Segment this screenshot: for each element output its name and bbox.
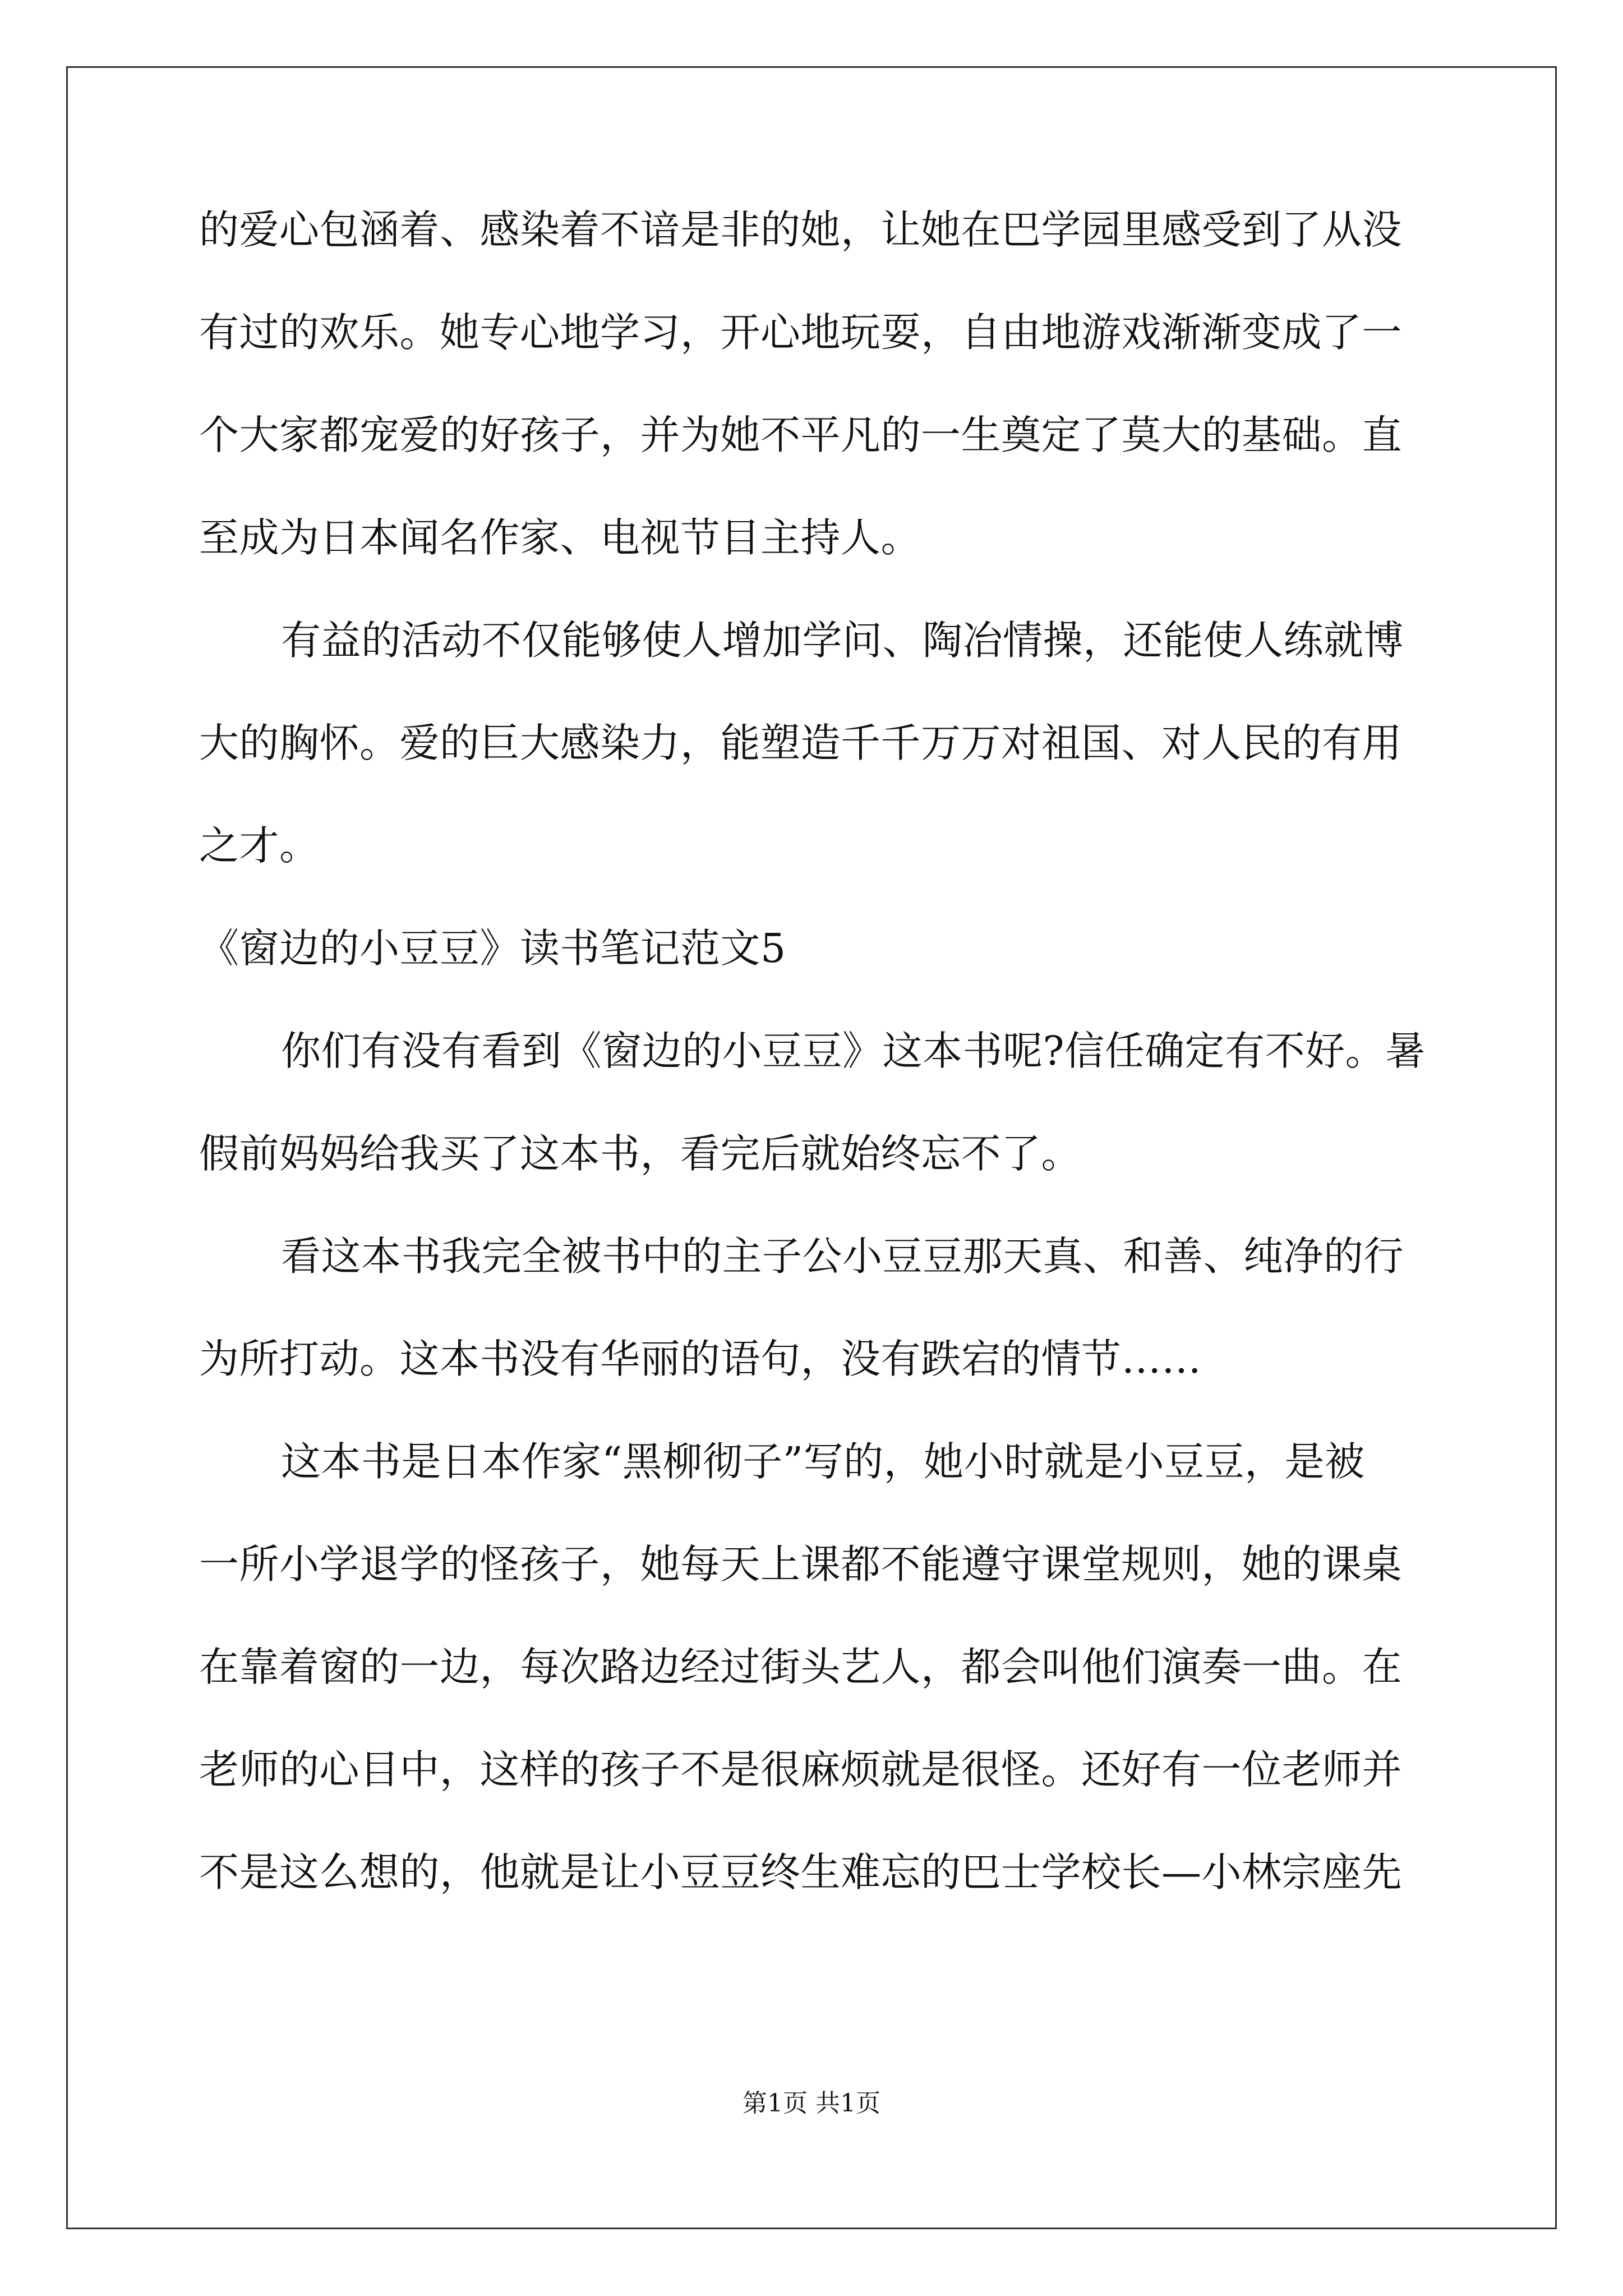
page-footer: 第1页 共1页 xyxy=(743,2089,880,2118)
text-line: 老师的心目中，这样的孩子不是很麻烦就是很怪。还好有一位老师并 xyxy=(199,1746,1403,1793)
text-line: 的爱心包涵着、感染着不谙是非的她，让她在巴学园里感受到了从没 xyxy=(199,206,1403,253)
text-line: 有过的欢乐。她专心地学习，开心地玩耍，自由地游戏渐渐变成了一 xyxy=(199,309,1403,356)
text-line: 不是这么想的，他就是让小豆豆终生难忘的巴士学校长—小林宗座先 xyxy=(199,1849,1403,1895)
paragraph-first-line: 这本书是日本作家“黑柳彻子”写的，她小时就是小豆豆，是被 xyxy=(281,1438,1365,1485)
text-line: 之才。 xyxy=(199,822,320,869)
text-line: 假前妈妈给我买了这本书，看完后就始终忘不了。 xyxy=(199,1130,1082,1177)
text-line: 为所打动。这本书没有华丽的语句，没有跌宕的情节…… xyxy=(199,1336,1202,1382)
paragraph-first-line: 你们有没有看到《窗边的小豆豆》这本书呢?信任确定有不好。暑 xyxy=(281,1028,1426,1074)
text-line: 在靠着窗的一边，每次路边经过街头艺人，都会叫他们演奏一曲。在 xyxy=(199,1644,1403,1690)
text-line: 一所小学退学的怪孩子，她每天上课都不能遵守课堂规则，她的课桌 xyxy=(199,1541,1403,1588)
text-line: 个大家都宠爱的好孩子，并为她不平凡的一生奠定了莫大的基础。直 xyxy=(199,412,1403,458)
text-line: 至成为日本闻名作家、电视节目主持人。 xyxy=(199,514,921,561)
paragraph-first-line: 有益的活动不仅能够使人增加学问、陶冶情操，还能使人练就博 xyxy=(281,617,1404,664)
section-heading: 《窗边的小豆豆》读书笔记范文5 xyxy=(199,925,786,972)
paragraph-first-line: 看这本书我完全被书中的主子公小豆豆那天真、和善、纯净的行 xyxy=(281,1233,1404,1280)
text-line: 大的胸怀。爱的巨大感染力，能塑造千千万万对祖国、对人民的有用 xyxy=(199,720,1403,766)
